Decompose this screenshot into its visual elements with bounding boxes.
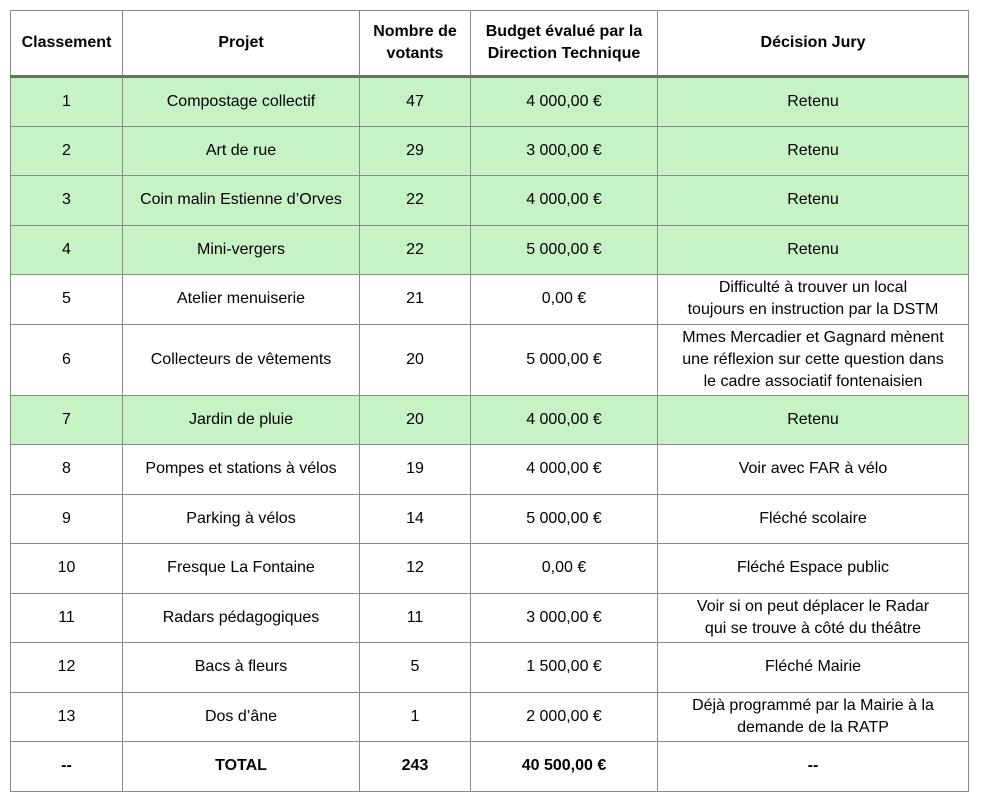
table-row [11,395,969,445]
voters-cell: 12 [360,544,471,594]
table-row [11,544,969,594]
rank-cell: 4 [11,225,123,275]
rank-cell: 2 [11,126,123,176]
decision-cell: Difficulté à trouver un local toujours en instruction par la DSTM [658,275,969,325]
voters-cell: 22 [360,176,471,226]
voters-cell: 47 [360,77,471,127]
project-cell: Radars pédagogiques [123,593,360,643]
project-cell: Jardin de pluie [123,395,360,445]
decision-cell: Retenu [658,77,969,127]
rank-cell: 10 [11,544,123,594]
budget-cell: 4 000,00 € [471,445,658,495]
budget-cell: 5 000,00 € [471,225,658,275]
project-cell: Collecteurs de vêtements [123,324,360,395]
decision-cell: Déjà programmé par la Mairie à la demande de la RATP [658,692,969,742]
budget-cell: 4 000,00 € [471,395,658,445]
rank-cell: 5 [11,275,123,325]
table-row [11,126,969,176]
header-decision: Décision Jury [658,11,969,77]
table-row [11,77,969,127]
table-row [11,176,969,226]
table-row [11,494,969,544]
voters-cell: 5 [360,643,471,693]
voters-cell: 20 [360,324,471,395]
total-decision-cell: -- [658,742,969,792]
results-table [10,10,969,792]
project-cell: Art de rue [123,126,360,176]
voters-cell: 29 [360,126,471,176]
table-row [11,692,969,742]
project-cell: Parking à vélos [123,494,360,544]
rank-cell: 7 [11,395,123,445]
voters-cell: 22 [360,225,471,275]
total-row [11,742,969,792]
voters-cell: 19 [360,445,471,495]
table-row [11,643,969,693]
header-rank: Classement [11,11,123,77]
rank-cell: 6 [11,324,123,395]
project-cell: Coin malin Estienne d’Orves [123,176,360,226]
voters-cell: 1 [360,692,471,742]
voters-cell: 20 [360,395,471,445]
rank-cell: 3 [11,176,123,226]
total-rank-cell: -- [11,742,123,792]
voters-cell: 14 [360,494,471,544]
budget-cell: 5 000,00 € [471,494,658,544]
project-cell: Fresque La Fontaine [123,544,360,594]
project-cell: Compostage collectif [123,77,360,127]
decision-cell: Retenu [658,395,969,445]
decision-cell: Voir si on peut déplacer le Radar qui se trouve à côté du théâtre [658,593,969,643]
project-cell: Pompes et stations à vélos [123,445,360,495]
rank-cell: 8 [11,445,123,495]
project-cell: Bacs à fleurs [123,643,360,693]
budget-cell: 0,00 € [471,275,658,325]
budget-cell: 3 000,00 € [471,126,658,176]
total-label-cell: TOTAL [123,742,360,792]
table-row [11,324,969,395]
budget-cell: 2 000,00 € [471,692,658,742]
budget-cell: 4 000,00 € [471,77,658,127]
rank-cell: 1 [11,77,123,127]
project-cell: Atelier menuiserie [123,275,360,325]
rank-cell: 13 [11,692,123,742]
decision-cell: Fléché Mairie [658,643,969,693]
budget-cell: 0,00 € [471,544,658,594]
header-project: Projet [123,11,360,77]
total-voters-cell: 243 [360,742,471,792]
budget-cell: 4 000,00 € [471,176,658,226]
voters-cell: 21 [360,275,471,325]
table-row [11,445,969,495]
project-cell: Mini-vergers [123,225,360,275]
rank-cell: 12 [11,643,123,693]
voters-cell: 11 [360,593,471,643]
decision-cell: Retenu [658,176,969,226]
decision-cell: Fléché Espace public [658,544,969,594]
decision-cell: Fléché scolaire [658,494,969,544]
header-voters: Nombre de votants [360,11,471,77]
table-row [11,593,969,643]
total-budget-cell: 40 500,00 € [471,742,658,792]
project-cell: Dos d’âne [123,692,360,742]
rank-cell: 11 [11,593,123,643]
header-row [11,11,969,77]
table-row [11,275,969,325]
decision-cell: Retenu [658,225,969,275]
table-row [11,225,969,275]
header-budget: Budget évalué par la Direction Technique [471,11,658,77]
decision-cell: Voir avec FAR à vélo [658,445,969,495]
rank-cell: 9 [11,494,123,544]
budget-cell: 5 000,00 € [471,324,658,395]
budget-cell: 3 000,00 € [471,593,658,643]
decision-cell: Mmes Mercadier et Gagnard mènent une réflexion sur cette question dans le cadre associatif fontenaisien [658,324,969,395]
budget-cell: 1 500,00 € [471,643,658,693]
decision-cell: Retenu [658,126,969,176]
